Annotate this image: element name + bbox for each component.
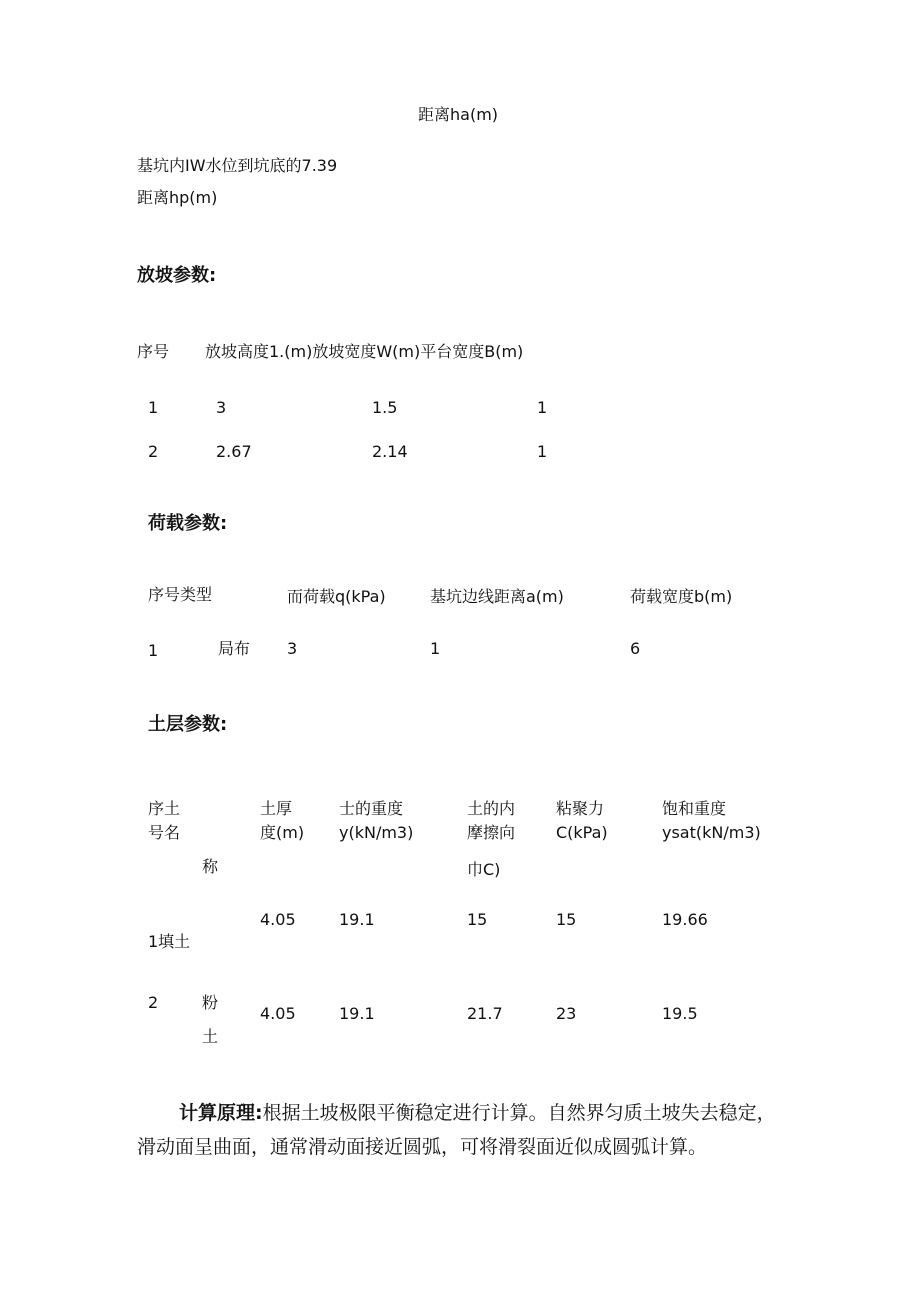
load-cell: 6 bbox=[630, 639, 641, 658]
load-cell: 3 bbox=[287, 639, 298, 658]
soil-cell: 4.05 bbox=[260, 1004, 296, 1023]
load-cell: 1 bbox=[430, 639, 441, 658]
slope-header-index: 序号 bbox=[137, 342, 170, 361]
slope-cell: 2 bbox=[148, 442, 159, 461]
soil-heading: 土层参数: bbox=[148, 714, 228, 735]
soil-cell: 19.1 bbox=[339, 910, 375, 929]
soil-header: 序土 bbox=[148, 799, 181, 818]
principle-text: 根据土坡极限平衡稳定进行计算。自然界匀质土坡失去稳定，滑动面呈曲面，通常滑动面接近圆弧，可将滑裂面近似成圆弧计算。 bbox=[137, 1102, 776, 1158]
load-cell: 1 bbox=[148, 641, 159, 660]
soil-cell: 15 bbox=[556, 910, 577, 929]
soil-header: 摩擦向 bbox=[467, 823, 516, 842]
slope-header-params: 放坡高度1.(m)放坡宽度W(m)平台宽度B(m) bbox=[205, 342, 524, 361]
slope-cell: 1.5 bbox=[372, 398, 398, 417]
soil-header: C(kPa) bbox=[556, 823, 608, 842]
soil-cell: 23 bbox=[556, 1004, 577, 1023]
soil-header: 士的重度 bbox=[339, 799, 404, 818]
soil-header: y(kN/m3) bbox=[339, 823, 414, 842]
soil-header: 号名 bbox=[148, 823, 181, 842]
slope-cell: 1 bbox=[148, 398, 159, 417]
hp-label-line1: 基坑内IW水位到坑底的7.39 bbox=[137, 156, 338, 175]
load-header-q: 而荷载q(kPa) bbox=[287, 587, 386, 606]
hp-label-line2: 距离hp(m) bbox=[137, 188, 218, 207]
soil-header: 巾C) bbox=[467, 860, 501, 879]
principle-label: 计算原理: bbox=[179, 1102, 263, 1124]
soil-cell: 粉 bbox=[202, 993, 219, 1012]
soil-cell: 4.05 bbox=[260, 910, 296, 929]
slope-cell: 2.67 bbox=[216, 442, 252, 461]
slope-cell: 1 bbox=[537, 398, 548, 417]
soil-cell: 19.5 bbox=[662, 1004, 698, 1023]
load-heading: 荷载参数: bbox=[148, 513, 228, 534]
soil-header: 土厚 bbox=[260, 799, 293, 818]
soil-header: ysat(kN/m3) bbox=[662, 823, 761, 842]
slope-cell: 3 bbox=[216, 398, 227, 417]
soil-cell: 土 bbox=[202, 1027, 219, 1046]
load-header-b: 荷载宽度b(m) bbox=[630, 587, 733, 606]
ha-label: 距离ha(m) bbox=[418, 105, 499, 124]
slope-cell: 2.14 bbox=[372, 442, 408, 461]
soil-cell: 2 bbox=[148, 993, 159, 1012]
soil-header: 称 bbox=[202, 857, 219, 876]
soil-header: 粘聚力 bbox=[556, 799, 605, 818]
soil-cell: 15 bbox=[467, 910, 488, 929]
soil-cell: 19.1 bbox=[339, 1004, 375, 1023]
load-cell: 局布 bbox=[218, 639, 251, 658]
principle-paragraph bbox=[137, 1096, 787, 1164]
slope-heading: 放坡参数: bbox=[137, 265, 217, 286]
soil-header: 饱和重度 bbox=[662, 799, 727, 818]
soil-cell: 19.66 bbox=[662, 910, 708, 929]
soil-cell: 1填土 bbox=[148, 932, 191, 951]
soil-cell: 21.7 bbox=[467, 1004, 503, 1023]
load-header-index-type: 序号类型 bbox=[148, 585, 213, 604]
slope-cell: 1 bbox=[537, 442, 548, 461]
soil-header: 土的内 bbox=[467, 799, 516, 818]
load-header-a: 基坑边线距离a(m) bbox=[430, 587, 564, 606]
soil-header: 度(m) bbox=[260, 823, 305, 842]
